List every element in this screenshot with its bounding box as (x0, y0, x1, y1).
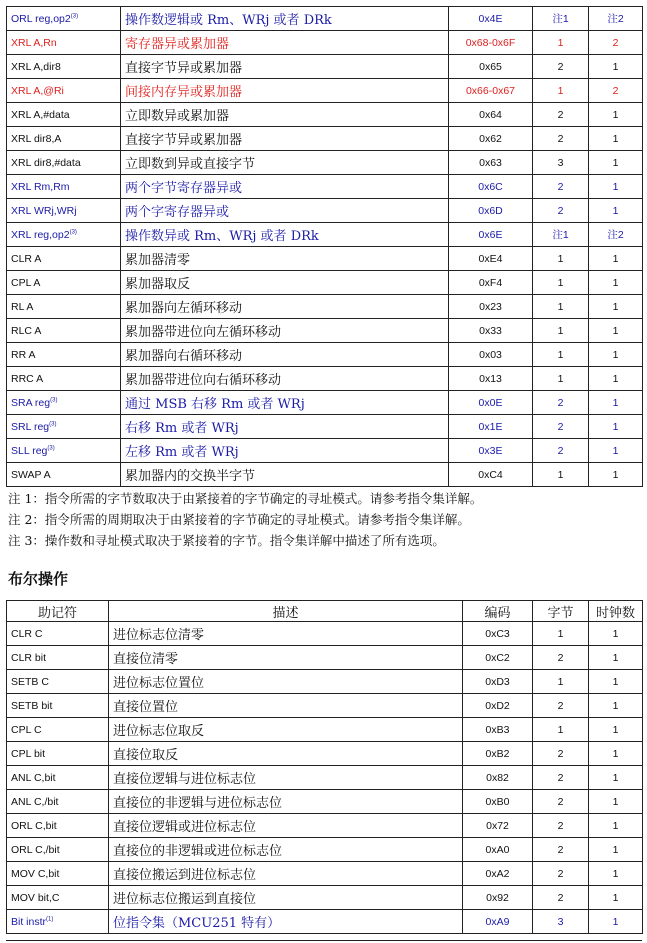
bytes-cell: 3 (533, 151, 589, 175)
cycles-cell: 1 (589, 862, 643, 886)
cycles-cell: 1 (589, 838, 643, 862)
mnemonic-text: SRL reg (11, 420, 50, 433)
table-row (7, 319, 643, 343)
mnemonic-cell (7, 814, 109, 838)
mnemonic-cell (7, 910, 109, 934)
cycles-cell: 1 (589, 463, 643, 487)
description-cell: 立即数到异或直接字节 (121, 151, 449, 175)
description-cell: 通过 MSB 右移 Rm 或者 WRj (121, 391, 449, 415)
bytes-cell: 1 (533, 718, 589, 742)
cycles-cell: 1 (589, 694, 643, 718)
table-row (7, 814, 643, 838)
bytes-cell: 注1 (533, 223, 589, 247)
mnemonic-text: SETB bit (11, 699, 53, 712)
table-row (7, 295, 643, 319)
table-row (7, 886, 643, 910)
bytes-cell: 2 (533, 175, 589, 199)
logic-ops-table-body (7, 7, 643, 487)
table-row (7, 415, 643, 439)
header-opcode: 编码 (463, 601, 533, 622)
table-row (7, 670, 643, 694)
cycles-cell: 1 (589, 271, 643, 295)
cycles-cell: 1 (589, 646, 643, 670)
description-cell: 直接位逻辑或进位标志位 (109, 814, 463, 838)
cycles-cell: 1 (589, 886, 643, 910)
mnemonic-cell (7, 271, 121, 295)
mnemonic-cell (7, 694, 109, 718)
description-cell: 累加器向左循环移动 (121, 295, 449, 319)
bytes-cell: 注1 (533, 7, 589, 31)
mnemonic-cell (7, 7, 121, 31)
description-cell: 累加器取反 (121, 271, 449, 295)
bytes-cell: 2 (533, 862, 589, 886)
mnemonic-cell (7, 742, 109, 766)
bytes-cell: 2 (533, 742, 589, 766)
mnemonic-text: CPL bit (11, 747, 46, 760)
mnemonic-text: CLR bit (11, 651, 47, 664)
footnote-marker: (1) (46, 916, 54, 922)
opcode-cell: 0xE4 (449, 247, 533, 271)
mnemonic-cell (7, 247, 121, 271)
header-mnemonic: 助记符 (7, 601, 109, 622)
opcode-cell: 0x03 (449, 343, 533, 367)
mnemonic-cell (7, 670, 109, 694)
description-cell: 累加器向右循环移动 (121, 343, 449, 367)
table-row (7, 790, 643, 814)
description-cell: 直接位逻辑与进位标志位 (109, 766, 463, 790)
bytes-cell: 2 (533, 439, 589, 463)
mnemonic-cell (7, 367, 121, 391)
opcode-cell: 0x13 (449, 367, 533, 391)
table-row (7, 862, 643, 886)
bytes-cell: 1 (533, 79, 589, 103)
bytes-cell: 1 (533, 319, 589, 343)
mnemonic-cell (7, 439, 121, 463)
bytes-cell: 1 (533, 271, 589, 295)
table-row (7, 463, 643, 487)
table-row (7, 127, 643, 151)
mnemonic-text: RLC A (11, 324, 42, 337)
opcode-cell: 0x6E (449, 223, 533, 247)
boolean-ops-table (6, 600, 643, 934)
cycles-cell: 注2 (589, 7, 643, 31)
bytes-cell: 2 (533, 886, 589, 910)
cycles-cell: 1 (589, 247, 643, 271)
mnemonic-text: ORL C,/bit (11, 843, 60, 856)
mnemonic-text: ANL C,bit (11, 771, 56, 784)
description-cell: 直接位的非逻辑与进位标志位 (109, 790, 463, 814)
description-cell: 累加器内的交换半字节 (121, 463, 449, 487)
description-cell: 直接位的非逻辑或进位标志位 (109, 838, 463, 862)
description-cell: 直接位取反 (109, 742, 463, 766)
cycles-cell: 1 (589, 718, 643, 742)
opcode-cell: 0xC2 (463, 646, 533, 670)
bytes-cell: 1 (533, 247, 589, 271)
table-row (7, 271, 643, 295)
cycles-cell: 1 (589, 199, 643, 223)
description-cell: 直接位搬运到进位标志位 (109, 862, 463, 886)
bytes-cell: 3 (533, 910, 589, 934)
cycles-cell: 1 (589, 415, 643, 439)
opcode-cell: 0xB2 (463, 742, 533, 766)
cycles-cell: 1 (589, 766, 643, 790)
logic-ops-table (6, 6, 643, 487)
opcode-cell: 0x63 (449, 151, 533, 175)
opcode-cell: 0x6C (449, 175, 533, 199)
footnote-marker: (3) (69, 229, 77, 235)
opcode-cell: 0x4E (449, 7, 533, 31)
cycles-cell: 1 (589, 910, 643, 934)
bytes-cell: 2 (533, 127, 589, 151)
mnemonic-cell (7, 223, 121, 247)
bytes-cell: 1 (533, 463, 589, 487)
bytes-cell: 2 (533, 199, 589, 223)
cycles-cell: 1 (589, 175, 643, 199)
cycles-cell: 1 (589, 814, 643, 838)
opcode-cell: 0x72 (463, 814, 533, 838)
mnemonic-cell (7, 766, 109, 790)
cycles-cell: 1 (589, 790, 643, 814)
table-row (7, 439, 643, 463)
cycles-cell: 1 (589, 295, 643, 319)
bytes-cell: 2 (533, 766, 589, 790)
mnemonic-cell (7, 646, 109, 670)
table-row (7, 247, 643, 271)
description-cell: 进位标志位置位 (109, 670, 463, 694)
description-cell: 位指令集（MCU251 特有） (109, 910, 463, 934)
mnemonic-text: XRL WRj,WRj (11, 204, 77, 217)
table-row (7, 55, 643, 79)
cycles-cell: 1 (589, 622, 643, 646)
footnote-marker: (3) (50, 397, 58, 403)
mnemonic-text: XRL dir8,#data (11, 156, 81, 169)
description-cell: 直接字节异或累加器 (121, 127, 449, 151)
footnote-marker: (3) (70, 13, 79, 19)
cycles-cell: 1 (589, 127, 643, 151)
opcode-cell: 0x82 (463, 766, 533, 790)
table-row (7, 838, 643, 862)
description-cell: 操作数异或 Rm、WRj 或者 DRk (121, 223, 449, 247)
opcode-cell: 0xD2 (463, 694, 533, 718)
bytes-cell: 1 (533, 343, 589, 367)
mnemonic-text: Bit instr (11, 915, 47, 928)
table-row (7, 646, 643, 670)
description-cell: 立即数异或累加器 (121, 103, 449, 127)
footnote-marker: (3) (47, 445, 55, 451)
cycles-cell: 1 (589, 439, 643, 463)
table-row (7, 910, 643, 934)
opcode-cell: 0xB0 (463, 790, 533, 814)
description-cell: 进位标志位取反 (109, 718, 463, 742)
cycles-cell: 1 (589, 319, 643, 343)
description-cell: 累加器带进位向左循环移动 (121, 319, 449, 343)
description-cell: 左移 Rm 或者 WRj (121, 439, 449, 463)
mnemonic-cell (7, 622, 109, 646)
note-3: 注 3：操作数和寻址模式取决于紧接着的字节。指令集详解中描述了所有选项。 (8, 533, 445, 548)
mnemonic-cell (7, 790, 109, 814)
bytes-cell: 2 (533, 55, 589, 79)
cycles-cell: 2 (589, 79, 643, 103)
mnemonic-cell (7, 862, 109, 886)
header-row (7, 601, 643, 622)
mnemonic-text: MOV bit,C (11, 891, 60, 904)
opcode-cell: 0x6D (449, 199, 533, 223)
table-row (7, 175, 643, 199)
table-row (7, 151, 643, 175)
notes (8, 488, 482, 551)
table-row (7, 367, 643, 391)
cycles-cell: 1 (589, 55, 643, 79)
cycles-cell: 2 (589, 31, 643, 55)
opcode-cell: 0x33 (449, 319, 533, 343)
mnemonic-cell (7, 295, 121, 319)
mnemonic-cell (7, 175, 121, 199)
mnemonic-text: XRL dir8,A (11, 132, 62, 145)
opcode-cell: 0x68-0x6F (449, 31, 533, 55)
header-cycles: 时钟数 (589, 601, 643, 622)
mnemonic-text: ORL reg,op2 (11, 12, 71, 25)
bytes-cell: 2 (533, 838, 589, 862)
mnemonic-text: SETB C (11, 675, 49, 688)
opcode-cell: 0xC4 (449, 463, 533, 487)
cycles-cell: 1 (589, 151, 643, 175)
bytes-cell: 2 (533, 391, 589, 415)
mnemonic-text: SRA reg (11, 396, 51, 409)
description-cell: 寄存器异或累加器 (121, 31, 449, 55)
bytes-cell: 1 (533, 31, 589, 55)
cycles-cell: 1 (589, 391, 643, 415)
mnemonic-text: XRL A,Rn (11, 36, 57, 49)
mnemonic-text: CLR C (11, 627, 43, 640)
opcode-cell: 0x62 (449, 127, 533, 151)
mnemonic-cell (7, 718, 109, 742)
mnemonic-text: MOV C,bit (11, 867, 60, 880)
description-cell: 两个字寄存器异或 (121, 199, 449, 223)
mnemonic-text: SWAP A (11, 468, 51, 481)
opcode-cell: 0x0E (449, 391, 533, 415)
description-cell: 间接内存异或累加器 (121, 79, 449, 103)
opcode-cell: 0x3E (449, 439, 533, 463)
opcode-cell: 0x64 (449, 103, 533, 127)
description-cell: 累加器清零 (121, 247, 449, 271)
opcode-cell: 0x1E (449, 415, 533, 439)
cycles-cell: 1 (589, 367, 643, 391)
table-row (7, 766, 643, 790)
opcode-cell: 0xB3 (463, 718, 533, 742)
opcode-cell: 0xA0 (463, 838, 533, 862)
bytes-cell: 1 (533, 670, 589, 694)
mnemonic-text: XRL reg,op2 (11, 228, 70, 241)
mnemonic-text: RL A (11, 300, 34, 313)
mnemonic-cell (7, 127, 121, 151)
section-title-boolean: 布尔操作 (8, 570, 69, 588)
mnemonic-cell (7, 838, 109, 862)
description-cell: 操作数逻辑或 Rm、WRj 或者 DRk (121, 7, 449, 31)
bytes-cell: 2 (533, 103, 589, 127)
page-bottom-rule (6, 940, 642, 941)
table-row (7, 103, 643, 127)
cycles-cell: 1 (589, 670, 643, 694)
mnemonic-text: ORL C,bit (11, 819, 57, 832)
mnemonic-text: RR A (11, 348, 36, 361)
opcode-cell: 0xA2 (463, 862, 533, 886)
table-row (7, 223, 643, 247)
table-row (7, 694, 643, 718)
mnemonic-text: XRL A,@Ri (11, 84, 64, 97)
note-1: 注 1：指令所需的字节数取决于由紧接着的字节确定的寻址模式。请参考指令集详解。 (8, 491, 483, 506)
table-row (7, 79, 643, 103)
mnemonic-cell (7, 55, 121, 79)
mnemonic-cell (7, 391, 121, 415)
footnote-marker: (3) (49, 421, 57, 427)
mnemonic-text: RRC A (11, 372, 44, 385)
description-cell: 直接字节异或累加器 (121, 55, 449, 79)
description-cell: 直接位清零 (109, 646, 463, 670)
mnemonic-text: ANL C,/bit (11, 795, 59, 808)
mnemonic-cell (7, 463, 121, 487)
header-bytes: 字节 (533, 601, 589, 622)
bytes-cell: 1 (533, 367, 589, 391)
mnemonic-text: CPL A (11, 276, 41, 289)
mnemonic-cell (7, 199, 121, 223)
bytes-cell: 2 (533, 790, 589, 814)
bytes-cell: 2 (533, 415, 589, 439)
mnemonic-cell (7, 151, 121, 175)
description-cell: 两个字节寄存器异或 (121, 175, 449, 199)
cycles-cell: 注2 (589, 223, 643, 247)
opcode-cell: 0xC3 (463, 622, 533, 646)
description-cell: 右移 Rm 或者 WRj (121, 415, 449, 439)
table-row (7, 391, 643, 415)
cycles-cell: 1 (589, 742, 643, 766)
bytes-cell: 2 (533, 814, 589, 838)
mnemonic-text: CLR A (11, 252, 42, 265)
opcode-cell: 0xD3 (463, 670, 533, 694)
table-row (7, 742, 643, 766)
opcode-cell: 0xA9 (463, 910, 533, 934)
mnemonic-cell (7, 415, 121, 439)
note-2: 注 2：指令所需的周期取决于由紧接着的字节确定的寻址模式。请参考指令集详解。 (8, 512, 470, 527)
mnemonic-text: SLL reg (11, 444, 48, 457)
opcode-cell: 0xF4 (449, 271, 533, 295)
table-row (7, 343, 643, 367)
description-cell: 直接位置位 (109, 694, 463, 718)
bytes-cell: 2 (533, 646, 589, 670)
mnemonic-text: XRL Rm,Rm (11, 180, 70, 193)
cycles-cell: 1 (589, 103, 643, 127)
description-cell: 进位标志位搬运到直接位 (109, 886, 463, 910)
mnemonic-cell (7, 103, 121, 127)
description-cell: 进位标志位清零 (109, 622, 463, 646)
bytes-cell: 1 (533, 622, 589, 646)
opcode-cell: 0x23 (449, 295, 533, 319)
header-description: 描述 (109, 601, 463, 622)
opcode-cell: 0x65 (449, 55, 533, 79)
bytes-cell: 2 (533, 694, 589, 718)
opcode-cell: 0x66-0x67 (449, 79, 533, 103)
mnemonic-cell (7, 319, 121, 343)
mnemonic-text: CPL C (11, 723, 42, 736)
mnemonic-cell (7, 31, 121, 55)
table-row (7, 7, 643, 31)
table-row (7, 718, 643, 742)
table-row (7, 31, 643, 55)
mnemonic-cell (7, 343, 121, 367)
cycles-cell: 1 (589, 343, 643, 367)
mnemonic-cell (7, 79, 121, 103)
boolean-ops-table-body (7, 622, 643, 934)
mnemonic-text: XRL A,dir8 (11, 60, 61, 73)
description-cell: 累加器带进位向右循环移动 (121, 367, 449, 391)
bytes-cell: 1 (533, 295, 589, 319)
table-row (7, 199, 643, 223)
opcode-cell: 0x92 (463, 886, 533, 910)
mnemonic-text: XRL A,#data (11, 108, 70, 121)
mnemonic-cell (7, 886, 109, 910)
table-row (7, 622, 643, 646)
